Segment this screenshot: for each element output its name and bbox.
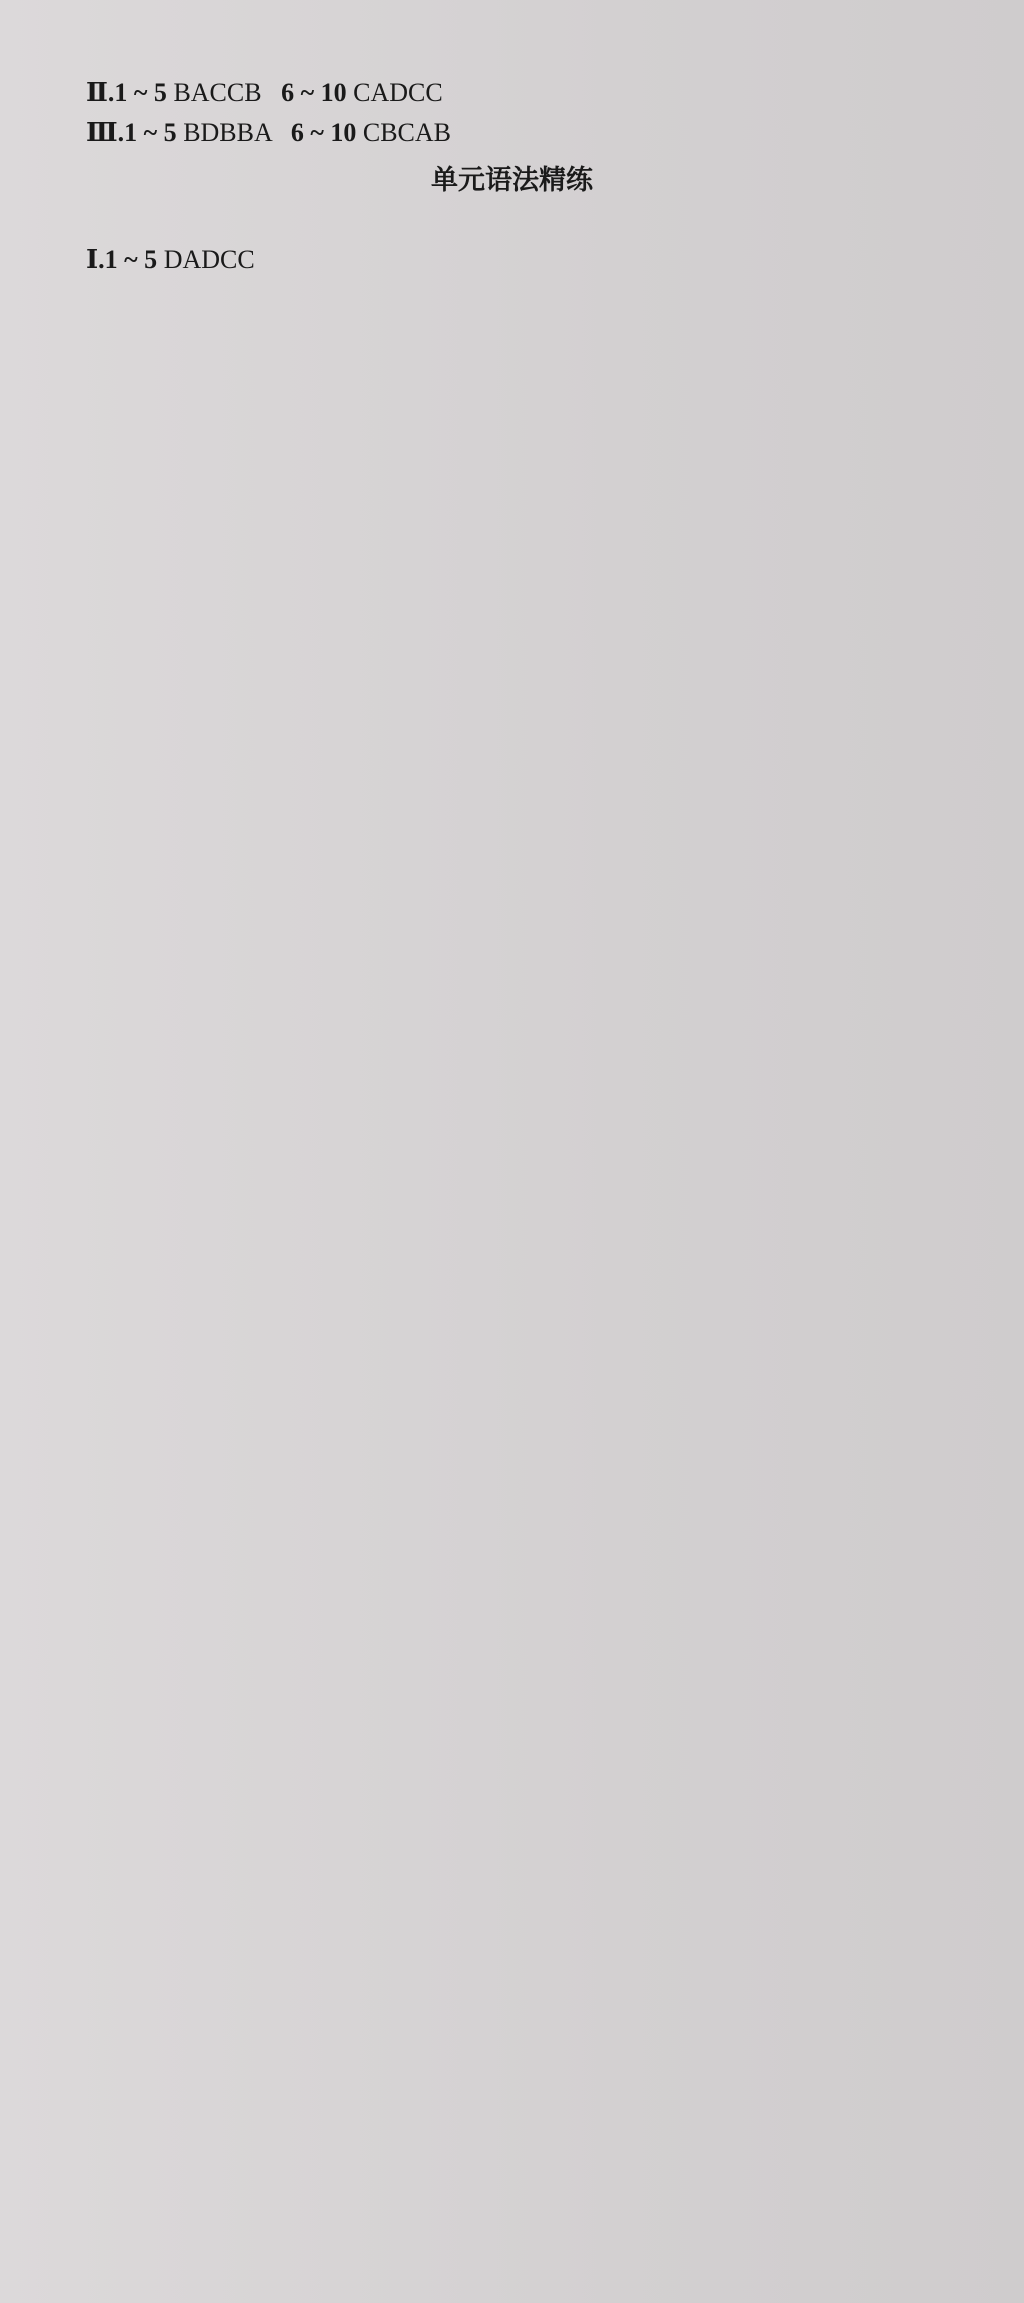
answer-line: Ⅰ.1 ~ 5 DADCC [86,245,255,274]
section-heading: 单元语法精练 [431,165,593,196]
answer-line: Ⅱ.1 ~ 5 BACCB 6 ~ 10 CADCC [86,78,443,107]
answer-line: Ⅲ.1 ~ 5 BDBBA 6 ~ 10 CBCAB [86,118,452,147]
